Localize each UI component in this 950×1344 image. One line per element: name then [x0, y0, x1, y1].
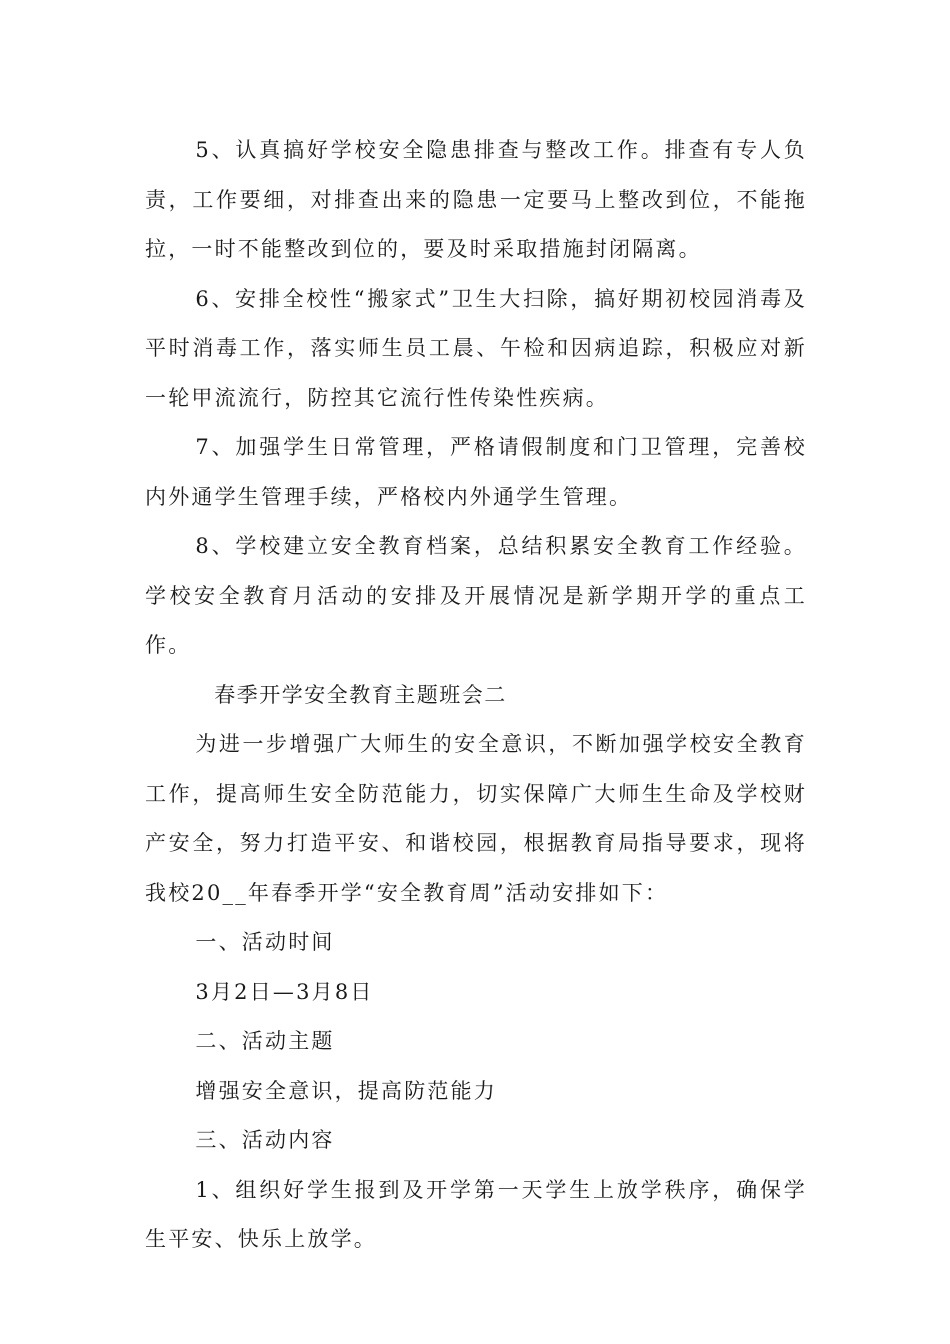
heading-activity-content: 三、活动内容 — [195, 1128, 335, 1152]
paragraph-item-6: 6、安排全校性“搬家式”卫生大扫除，搞好期初校园消毒及平时消毒工作，落实师生员工晨、午检和因病追踪，积极应对新一轮甲流流行，防控其它流行性传染性疾病。 — [145, 286, 807, 410]
content-item-1: 1、组织好学生报到及开学第一天学生上放学秩序，确保学生平安、快乐上放学。 — [145, 1177, 807, 1251]
section-title: 春季开学安全教育主题班会二 — [214, 682, 507, 707]
paragraph-item-5: 5、认真搞好学校安全隐患排查与整改工作。排查有专人负责，工作要细，对排查出来的隐患一定要马上整改到位，不能拖拉，一时不能整改到位的，要及时采取措施封闭隔离。 — [145, 138, 807, 261]
paragraph-item-8: 8、学校建立安全教育档案，总结积累安全教育工作经验。学校安全教育月活动的安排及开展情况是新学期开学的重点工作。 — [145, 534, 807, 657]
document-body — [145, 126, 807, 1265]
activity-theme-text: 增强安全意识，提高防范能力 — [195, 1078, 497, 1103]
heading-activity-time: 一、活动时间 — [195, 930, 335, 954]
intro-paragraph: 为进一步增强广大师生的安全意识，不断加强学校安全教育工作，提高师生安全防范能力，切实保障广大师生生命及学校财产安全，努力打造平安、和谐校园，根据教育局指导要求，现将我校20__年春季开学“安全教育周”活动安排如下： — [145, 732, 807, 905]
activity-date-range: 3月2日—3月8日 — [195, 979, 374, 1004]
heading-activity-theme: 二、活动主题 — [195, 1029, 335, 1053]
paragraph-item-7: 7、加强学生日常管理，严格请假制度和门卫管理，完善校内外通学生管理手续，严格校内外通学生管理。 — [145, 435, 807, 509]
